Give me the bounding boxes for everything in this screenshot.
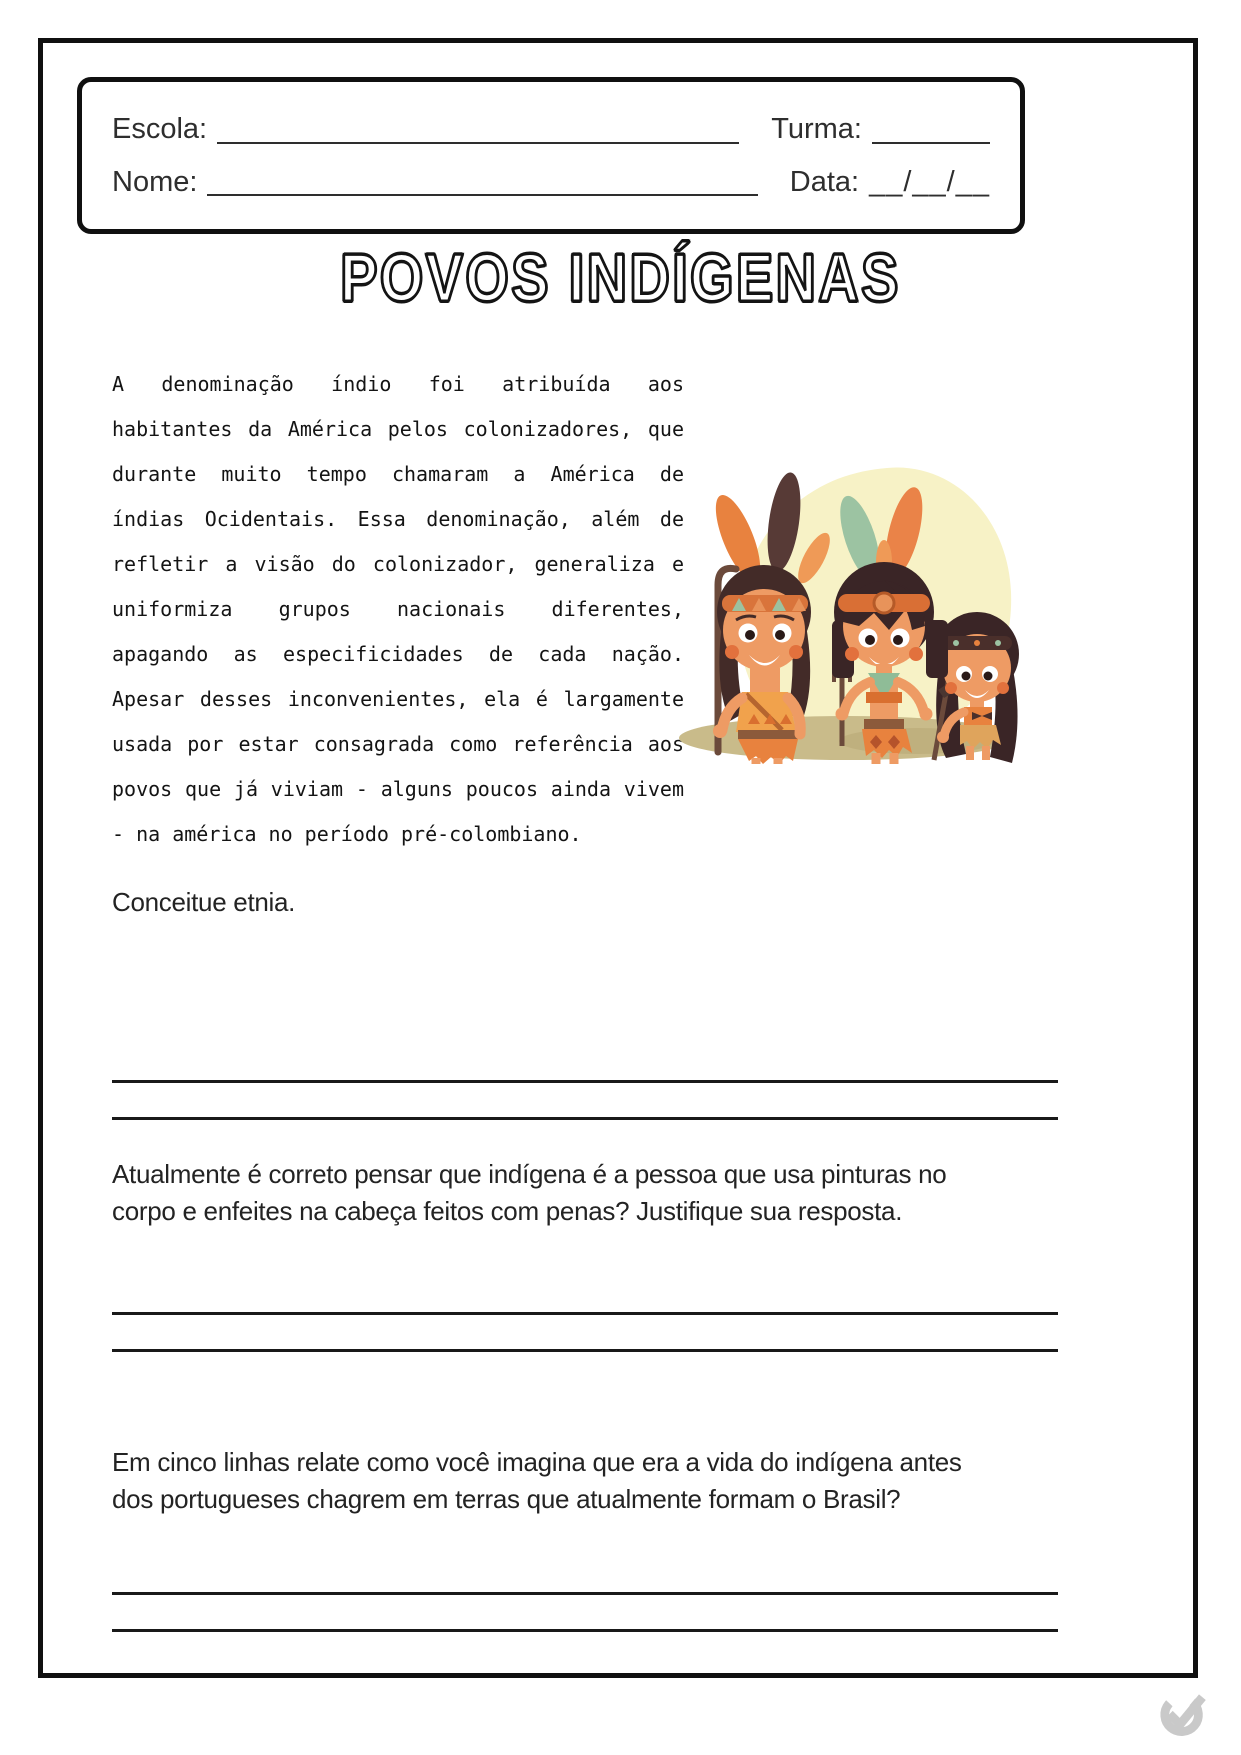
nome-label: Nome:	[112, 165, 198, 198]
page-title: POVOS INDÍGENAS	[340, 240, 901, 316]
answer-line[interactable]	[112, 1629, 1058, 1632]
answer-line[interactable]	[112, 1592, 1058, 1595]
data-label: Data:	[789, 165, 860, 198]
data-blank-slots[interactable]: __/__/__	[869, 165, 990, 198]
indigenous-children-illustration	[672, 430, 1020, 765]
answer-line[interactable]	[112, 1312, 1058, 1315]
answer-line[interactable]	[112, 1080, 1058, 1083]
student-info-box	[77, 77, 1025, 234]
turma-blank-line[interactable]	[872, 112, 990, 144]
answer-line[interactable]	[112, 1349, 1058, 1352]
name-row	[112, 164, 990, 199]
escola-blank-line[interactable]	[217, 112, 739, 144]
nome-blank-line[interactable]	[207, 164, 757, 196]
turma-label: Turma:	[771, 113, 862, 146]
question-1: Conceitue etnia.	[112, 887, 296, 917]
school-row	[112, 112, 990, 147]
reading-passage: A denominação índio foi atribuída aos habitantes da América pelos colonizadores, que durante muito tempo chamaram a América de índias Ocidentais. Essa denominação, além de refletir a visão do colonizador, generaliza e uniformiza grupos nacionais diferentes, apagando as especificidades de cada nação. Apesar desses inconvenientes, ela é largamente usada por estar consagrada como referência aos povos que já viviam - alguns poucos ainda vivem - na américa no período pré-colombiano.	[112, 372, 684, 846]
answer-line[interactable]	[112, 1117, 1058, 1120]
escola-label: Escola:	[112, 113, 208, 146]
question-3: Em cinco linhas relate como você imagina que era a vida do indígena antes dos portugueses chagrem em terras que atualmente formam o Brasil?	[112, 1447, 962, 1514]
question-2: Atualmente é correto pensar que indígena é a pessoa que usa pinturas no corpo e enfeites na cabeça feitos com penas? Justifique sua resposta.	[112, 1159, 947, 1226]
check-logo-icon	[1156, 1684, 1212, 1744]
